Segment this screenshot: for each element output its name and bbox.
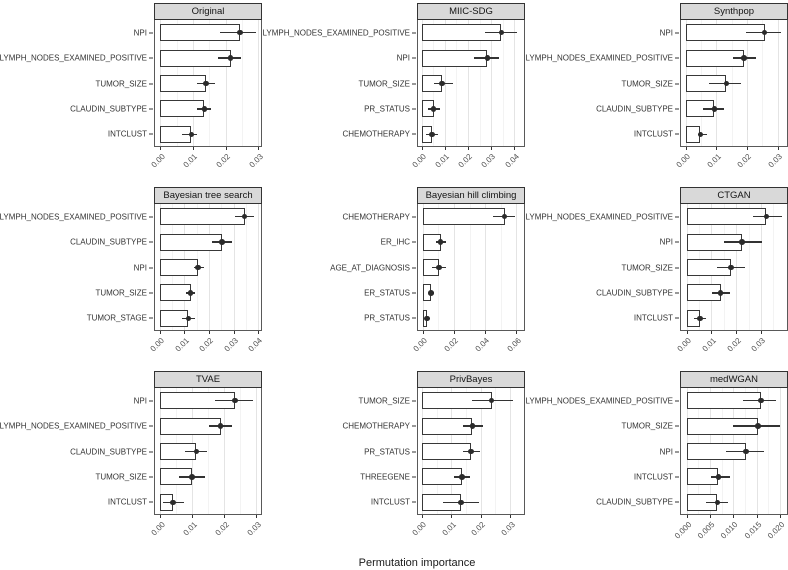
y-tick-mark	[412, 318, 416, 319]
y-tick-mark	[675, 318, 679, 319]
x-tick-label: 0.00	[674, 152, 692, 170]
major-gridline	[256, 388, 257, 514]
y-tick-mark	[675, 451, 679, 452]
x-tick-label: 0.01	[700, 336, 718, 354]
mean-point	[712, 106, 718, 112]
y-axis-labels	[0, 3, 154, 187]
mean-point	[718, 290, 724, 296]
mean-point	[429, 132, 435, 138]
x-axis	[410, 515, 525, 555]
y-axis-label: TUMOR_SIZE	[95, 472, 147, 482]
x-tick-mark	[445, 147, 446, 150]
y-axis-labels	[0, 187, 154, 371]
plot-column	[149, 3, 265, 187]
y-tick-mark	[149, 476, 153, 477]
facet-panel	[525, 187, 788, 371]
x-tick-label: 0.020	[765, 520, 787, 541]
x-tick-mark	[160, 147, 161, 150]
mean-point	[762, 30, 768, 36]
x-tick-mark	[193, 147, 194, 150]
y-axis-labels	[525, 371, 680, 555]
x-tick-label: 0.04	[503, 152, 521, 170]
y-axis-label: TUMOR_SIZE	[621, 421, 673, 431]
x-tick-label: 0.00	[149, 152, 167, 170]
x-tick-mark	[258, 331, 259, 334]
x-tick-label: 0.01	[705, 152, 723, 170]
x-tick-label: 0.06	[505, 336, 523, 354]
y-axis-label: THREEGENE	[360, 472, 410, 482]
mean-point	[219, 239, 225, 245]
x-tick-label: 0.00	[149, 520, 167, 538]
y-axis-label: INTCLUST	[633, 129, 673, 139]
x-tick-label: 0.01	[181, 152, 200, 170]
y-axis-label: NPI	[659, 237, 673, 247]
plot-column	[411, 187, 525, 371]
mean-point	[424, 316, 430, 322]
facet-panel	[262, 3, 525, 187]
x-tick-label: 0.03	[480, 152, 498, 170]
y-tick-mark	[412, 267, 416, 268]
y-axis-label: NPI	[133, 396, 147, 406]
plot-column	[410, 371, 525, 555]
y-axis-label: INTCLUST	[107, 497, 147, 507]
x-axis	[149, 515, 263, 555]
x-tick-label: 0.03	[766, 152, 785, 170]
x-tick-mark	[516, 331, 517, 334]
minor-gridline	[495, 388, 496, 514]
y-tick-mark	[412, 108, 416, 109]
x-tick-label: 0.04	[247, 336, 265, 354]
y-tick-mark	[675, 216, 679, 217]
facet-strip-title: PrivBayes	[417, 371, 525, 388]
mean-point	[189, 474, 195, 480]
y-axis-label: ER_STATUS	[364, 288, 410, 298]
y-tick-mark	[149, 451, 153, 452]
y-axis-label: ER_IHC	[380, 237, 410, 247]
y-tick-mark	[412, 292, 416, 293]
y-axis-label: CLAUDIN_SUBTYPE	[596, 288, 673, 298]
y-axis-label: TUMOR_SIZE	[358, 79, 410, 88]
facet-panel	[0, 3, 265, 187]
mean-point	[741, 55, 747, 61]
x-tick-label: 0.005	[695, 520, 717, 541]
x-tick-label: 0.00	[675, 336, 694, 354]
x-axis	[675, 331, 788, 371]
x-tick-label: 0.01	[181, 520, 199, 538]
mean-point	[228, 55, 234, 61]
mean-point	[489, 398, 495, 404]
major-gridline	[258, 204, 259, 330]
x-axis	[674, 147, 788, 187]
y-tick-mark	[412, 451, 416, 452]
minor-gridline	[246, 204, 247, 330]
x-tick-label: 0.03	[749, 336, 768, 354]
importance-bar	[160, 208, 245, 225]
mean-point	[728, 265, 734, 271]
x-axis-title: Permutation importance	[358, 556, 476, 569]
x-tick-label: 0.010	[719, 520, 740, 541]
y-axis-label: PR_STATUS	[364, 313, 410, 323]
y-tick-mark	[149, 502, 153, 503]
mean-point	[428, 290, 434, 296]
facet-strip-title: Synthpop	[680, 3, 788, 20]
plot-area	[680, 388, 788, 515]
x-tick-mark	[780, 515, 781, 518]
y-tick-mark	[675, 267, 679, 268]
y-tick-mark	[412, 134, 416, 135]
y-axis-label: PR_STATUS	[364, 447, 410, 456]
y-tick-mark	[675, 400, 679, 401]
y-axis-label: LYMPH_NODES_EXAMINED_POSITIVE	[262, 28, 410, 38]
facet-strip-title: medWGAN	[680, 371, 788, 388]
y-tick-mark	[149, 134, 153, 135]
y-tick-mark	[149, 83, 153, 84]
mean-point	[697, 316, 703, 322]
facet-panel	[525, 371, 788, 555]
y-axis-label: CLAUDIN_SUBTYPE	[596, 104, 673, 114]
y-axis-label: NPI	[659, 28, 673, 38]
y-axis-label: CLAUDIN_SUBTYPE	[70, 237, 147, 247]
mean-point	[170, 500, 176, 506]
y-tick-mark	[149, 426, 153, 427]
y-axis-label: TUMOR_SIZE	[95, 288, 147, 298]
x-axis	[411, 331, 525, 371]
x-tick-label: 0.00	[411, 336, 430, 354]
x-tick-mark	[510, 515, 511, 518]
major-gridline	[258, 20, 259, 146]
plot-column	[674, 3, 788, 187]
mean-point	[202, 106, 208, 112]
y-axis-labels	[262, 187, 417, 371]
y-axis-label: NPI	[133, 28, 147, 38]
y-axis-label: LYMPH_NODES_EXAMINED_POSITIVE	[0, 53, 147, 63]
y-axis-label: INTCLUST	[633, 313, 673, 323]
x-tick-mark	[716, 147, 717, 150]
x-tick-mark	[422, 147, 423, 150]
y-tick-mark	[412, 476, 416, 477]
plot-area	[154, 388, 262, 515]
x-tick-mark	[757, 515, 758, 518]
y-axis-label: CLAUDIN_SUBTYPE	[70, 104, 147, 114]
facet-panel	[0, 187, 265, 371]
plot-area	[154, 20, 262, 147]
x-tick-mark	[224, 515, 225, 518]
facet-strip-title: Original	[154, 3, 262, 20]
major-gridline	[514, 20, 515, 146]
y-axis-label: INTCLUST	[107, 129, 147, 139]
mean-point	[195, 265, 201, 271]
y-axis-label: INTCLUST	[633, 472, 673, 482]
plot-area	[154, 204, 262, 331]
x-tick-label: 0.04	[474, 336, 492, 354]
mean-point	[468, 449, 474, 455]
y-axis-labels	[262, 371, 417, 555]
x-axis	[149, 147, 265, 187]
x-tick-label: 0.03	[222, 336, 240, 354]
x-tick-mark	[481, 515, 482, 518]
mean-point	[743, 449, 749, 455]
y-tick-mark	[675, 242, 679, 243]
y-tick-mark	[149, 400, 153, 401]
y-tick-mark	[149, 108, 153, 109]
x-tick-mark	[422, 515, 423, 518]
x-tick-label: 0.01	[440, 520, 458, 538]
y-tick-mark	[149, 58, 153, 59]
mean-point	[698, 132, 704, 138]
mean-point	[715, 500, 721, 506]
y-axis-label: NPI	[396, 53, 410, 63]
plot-column	[672, 371, 788, 555]
facet-strip-title: Bayesian hill climbing	[417, 187, 525, 204]
x-tick-mark	[454, 331, 455, 334]
facet-panel	[525, 3, 788, 187]
x-tick-mark	[468, 147, 469, 150]
y-tick-mark	[675, 32, 679, 33]
mean-point	[203, 81, 209, 87]
facet-strip-title: TVAE	[154, 371, 262, 388]
y-axis-labels	[525, 187, 680, 371]
x-tick-mark	[687, 331, 688, 334]
x-tick-label: 0.00	[410, 152, 429, 170]
x-axis	[410, 147, 525, 187]
y-tick-mark	[675, 83, 679, 84]
y-tick-mark	[412, 58, 416, 59]
minor-gridline	[240, 388, 241, 514]
x-tick-mark	[160, 515, 161, 518]
facet-panel	[262, 371, 525, 555]
minor-gridline	[768, 388, 769, 514]
y-axis-label: LYMPH_NODES_EXAMINED_POSITIVE	[525, 212, 673, 222]
x-tick-mark	[733, 515, 734, 518]
mean-point	[755, 423, 761, 429]
mean-point	[459, 474, 465, 480]
y-tick-mark	[675, 426, 679, 427]
mean-point	[186, 316, 192, 322]
y-tick-mark	[412, 502, 416, 503]
y-axis-label: LYMPH_NODES_EXAMINED_POSITIVE	[0, 421, 147, 431]
plot-column	[675, 187, 788, 371]
plot-area	[417, 388, 525, 515]
y-axis-label: CHEMOTHERAPY	[342, 212, 410, 222]
y-axis-labels	[525, 3, 680, 187]
y-tick-mark	[412, 216, 416, 217]
x-tick-label: 0.02	[213, 520, 231, 538]
mean-point	[470, 423, 476, 429]
plot-area	[417, 204, 525, 331]
facet-panel	[0, 371, 262, 555]
plot-column	[149, 371, 263, 555]
x-tick-mark	[686, 147, 687, 150]
x-tick-mark	[256, 515, 257, 518]
x-tick-mark	[160, 331, 161, 334]
mean-point	[218, 423, 224, 429]
y-axis-label: LYMPH_NODES_EXAMINED_POSITIVE	[525, 53, 673, 63]
y-tick-mark	[149, 32, 153, 33]
y-axis-label: AGE_AT_DIAGNOSIS	[330, 263, 410, 272]
y-tick-mark	[412, 400, 416, 401]
y-axis-labels	[262, 3, 417, 187]
x-tick-mark	[736, 331, 737, 334]
plot-column	[148, 187, 265, 371]
facet-strip-title: Bayesian tree search	[154, 187, 262, 204]
x-tick-mark	[514, 147, 515, 150]
x-tick-label: 0.00	[148, 336, 167, 354]
y-axis-label: TUMOR_SIZE	[358, 396, 410, 406]
x-tick-label: 0.03	[245, 520, 263, 538]
x-tick-label: 0.02	[214, 152, 233, 170]
y-tick-mark	[149, 216, 153, 217]
y-tick-mark	[675, 502, 679, 503]
x-tick-mark	[747, 147, 748, 150]
x-tick-mark	[234, 331, 235, 334]
y-tick-mark	[149, 292, 153, 293]
y-axis-label: LYMPH_NODES_EXAMINED_POSITIVE	[0, 212, 147, 222]
minor-gridline	[242, 20, 243, 146]
mean-point	[716, 474, 722, 480]
y-tick-mark	[149, 242, 153, 243]
x-tick-label: 0.02	[736, 152, 754, 170]
x-tick-mark	[687, 515, 688, 518]
x-tick-mark	[711, 331, 712, 334]
minor-gridline	[773, 204, 774, 330]
mean-point	[438, 239, 444, 245]
y-tick-mark	[149, 318, 153, 319]
y-axis-label: CLAUDIN_SUBTYPE	[596, 497, 673, 507]
x-tick-label: 0.01	[433, 152, 452, 170]
y-axis-label: TUMOR_STAGE	[86, 313, 147, 323]
y-tick-mark	[412, 83, 416, 84]
y-tick-mark	[675, 58, 679, 59]
y-axis-labels	[0, 371, 154, 555]
y-tick-mark	[149, 267, 153, 268]
mean-point	[458, 500, 464, 506]
plot-column	[410, 3, 525, 187]
facet-strip-title: MIIC-SDG	[417, 3, 525, 20]
x-tick-label: 0.01	[173, 336, 191, 354]
x-tick-label: 0.03	[499, 520, 517, 538]
y-axis-label: NPI	[659, 447, 673, 456]
facet-grid	[0, 3, 788, 555]
importance-bar	[160, 259, 198, 276]
x-tick-mark	[491, 147, 492, 150]
x-tick-mark	[258, 147, 259, 150]
x-tick-mark	[192, 515, 193, 518]
plot-area	[680, 20, 788, 147]
x-tick-mark	[451, 515, 452, 518]
mean-point	[194, 449, 200, 455]
mean-point	[188, 290, 194, 296]
x-tick-mark	[226, 147, 227, 150]
y-axis-label: NPI	[133, 263, 147, 272]
facet-strip-title: CTGAN	[680, 187, 788, 204]
major-gridline	[778, 20, 779, 146]
mean-point	[724, 81, 730, 87]
plot-area	[417, 20, 525, 147]
x-tick-mark	[209, 331, 210, 334]
mean-point	[758, 398, 764, 404]
mean-point	[436, 265, 442, 271]
mean-point	[431, 106, 437, 112]
major-gridline	[516, 204, 517, 330]
x-tick-mark	[761, 331, 762, 334]
plot-area	[680, 204, 788, 331]
y-axis-label: TUMOR_SIZE	[621, 79, 673, 88]
x-axis	[672, 515, 788, 555]
major-gridline	[780, 388, 781, 514]
x-tick-mark	[485, 331, 486, 334]
y-axis-label: TUMOR_SIZE	[621, 263, 673, 272]
x-tick-label: 0.02	[197, 336, 216, 354]
mean-point	[189, 132, 195, 138]
x-axis	[148, 331, 265, 371]
mean-point	[232, 398, 238, 404]
y-axis-label: CHEMOTHERAPY	[342, 421, 410, 431]
mean-point	[502, 214, 508, 220]
x-tick-label: 0.02	[469, 520, 488, 538]
facet-panel	[262, 187, 525, 371]
y-tick-mark	[412, 426, 416, 427]
y-axis-label: PR_STATUS	[364, 104, 410, 114]
mean-point	[764, 214, 770, 220]
y-axis-label: LYMPH_NODES_EXAMINED_POSITIVE	[525, 396, 673, 406]
y-axis-label: TUMOR_SIZE	[95, 79, 147, 88]
x-tick-mark	[710, 515, 711, 518]
y-tick-mark	[675, 108, 679, 109]
x-tick-label: 0.000	[672, 520, 693, 541]
x-tick-label: 0.00	[410, 520, 429, 538]
x-tick-mark	[778, 147, 779, 150]
y-tick-mark	[675, 134, 679, 135]
x-tick-label: 0.02	[725, 336, 743, 354]
x-tick-mark	[423, 331, 424, 334]
y-axis-label: CLAUDIN_SUBTYPE	[70, 447, 147, 456]
minor-gridline	[503, 20, 504, 146]
x-tick-label: 0.02	[443, 336, 461, 354]
y-tick-mark	[412, 32, 416, 33]
y-tick-mark	[675, 476, 679, 477]
x-tick-label: 0.03	[247, 152, 265, 170]
y-tick-mark	[675, 292, 679, 293]
x-tick-label: 0.02	[457, 152, 475, 170]
mean-point	[739, 239, 745, 245]
y-axis-label: INTCLUST	[370, 497, 410, 507]
y-tick-mark	[412, 242, 416, 243]
x-axis-title-row	[0, 555, 788, 570]
major-gridline	[510, 388, 511, 514]
x-tick-mark	[184, 331, 185, 334]
y-axis-label: CHEMOTHERAPY	[342, 129, 410, 139]
x-tick-label: 0.015	[742, 520, 764, 541]
mean-point	[485, 55, 491, 61]
